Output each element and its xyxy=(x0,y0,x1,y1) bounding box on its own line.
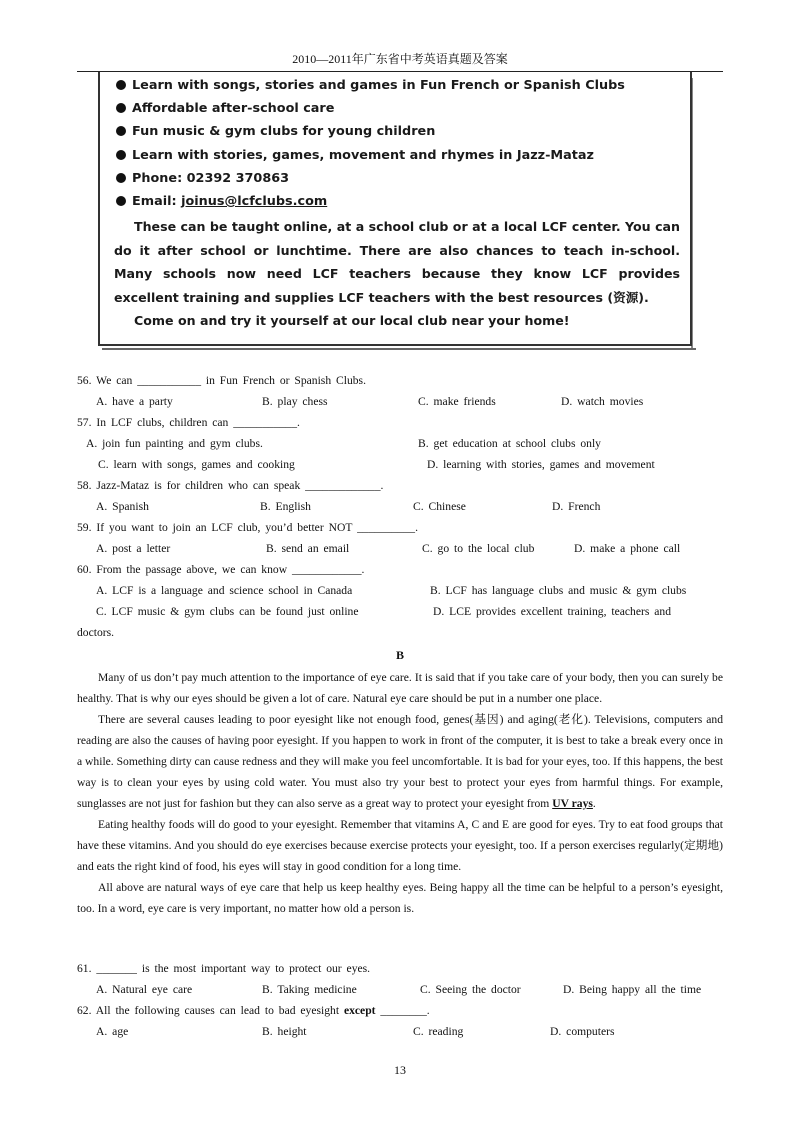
option: B. play chess xyxy=(262,395,328,408)
bullet-icon xyxy=(116,173,126,183)
email-link[interactable]: joinus@lcfclubs.com xyxy=(181,194,328,209)
question-58: 58. Jazz-Mataz is for children who can speak _____________. xyxy=(77,479,384,492)
option: B. Taking medicine xyxy=(262,983,357,996)
notice-email: Email: joinus@lcfclubs.com xyxy=(116,192,327,212)
notice-bullet: Affordable after-school care xyxy=(116,99,334,119)
passage-b xyxy=(77,667,723,919)
option: C. Seeing the doctor xyxy=(420,983,521,996)
question-60: 60. From the passage above, we can know ____________. xyxy=(77,563,365,576)
page-number: 13 xyxy=(394,1063,406,1077)
bullet-icon xyxy=(116,80,126,90)
option: D. computers xyxy=(550,1025,615,1038)
option: D. French xyxy=(552,500,601,513)
lcf-notice-box xyxy=(98,72,692,346)
passage-paragraph: Many of us don’t pay much attention to the importance of eye care. It is said that if you take care of your body, then you can surely be healthy. That is why our eyes should be given a lot of care. Natural eye care should be put in a number one place. xyxy=(77,671,723,705)
notice-bullet: Learn with stories, games, movement and rhymes in Jazz-Mataz xyxy=(116,146,594,166)
option: C. go to the local club xyxy=(422,542,535,555)
option: C. reading xyxy=(413,1025,464,1038)
option: A. LCF is a language and science school in Canada xyxy=(96,584,353,597)
notice-bullet: Fun music & gym clubs for young children xyxy=(116,122,435,142)
option: C. learn with songs, games and cooking xyxy=(98,458,295,471)
bullet-icon xyxy=(116,150,126,160)
bullet-icon xyxy=(116,103,126,113)
notice-phone: Phone: 02392 370863 xyxy=(116,169,289,189)
option: B. height xyxy=(262,1025,307,1038)
option: D. make a phone call xyxy=(574,542,681,555)
question-57: 57. In LCF clubs, children can ___________. xyxy=(77,416,300,429)
question-56: 56. We can ___________ in Fun French or Spanish Clubs. xyxy=(77,374,366,387)
option: D. LCE provides excellent training, teachers and xyxy=(433,605,671,618)
option: D. learning with stories, games and movement xyxy=(427,458,655,471)
question-62: 62. All the following causes can lead to bad eyesight except ________. xyxy=(77,1004,430,1017)
option: C. make friends xyxy=(418,395,496,408)
option: A. Spanish xyxy=(96,500,149,513)
option: C. LCF music & gym clubs can be found just online xyxy=(96,605,359,618)
question-59: 59. If you want to join an LCF club, you’d better NOT __________. xyxy=(77,521,418,534)
option: A. have a party xyxy=(96,395,173,408)
option: A. Natural eye care xyxy=(96,983,193,996)
scan-box-shadow-bottom xyxy=(102,348,696,350)
option: A. join fun painting and gym clubs. xyxy=(86,437,263,450)
option: B. get education at school clubs only xyxy=(418,437,601,450)
option: B. English xyxy=(260,500,311,513)
option-continuation: doctors. xyxy=(77,626,115,639)
option: A. age xyxy=(96,1025,129,1038)
bullet-icon xyxy=(116,126,126,136)
option: A. post a letter xyxy=(96,542,171,555)
option: B. LCF has language clubs and music & gym clubs xyxy=(430,584,687,597)
question-61: 61. _______ is the most important way to protect our eyes. xyxy=(77,962,371,975)
notice-paragraph: These can be taught online, at a school club or at a local LCF center. You can do it after school or lunchtime. There are also chances to teach in-school. Many schools now need LCF teachers because they know LCF provides excellent training and supplies LCF teachers with the best resources (资源). Come on and try it yourself at our local club near your home! xyxy=(114,215,680,333)
passage-paragraph: Eating healthy foods will do good to your eyesight. Remember that vitamins A, C and E are good for eyes. Try to eat food groups that have these vitamins. And you should do eye exercises because exercise protects your eyesight, too. If a person exercises regularly(定期地) and eats the right kind of food, his eyes will stay in good condition for a long time. xyxy=(77,818,723,873)
bullet-icon xyxy=(116,196,126,206)
notice-closing: Come on and try it yourself at our local club near your home! xyxy=(134,313,570,328)
passage-paragraph: There are several causes leading to poor eyesight like not enough food, genes(基因) and aging(老化). Televisions, computers and reading are also the causes of having poor eyesight. If you happen to work in front of the computer, it is best to take a break every once in a while. Something dirty can cause redness and they will make you feel uncomfortable. It is bad for your eyes, too. If this happens, the best way is to clean your eyes by using cold water. You must also try your best to protect your eyes from harmful things. For example, sunglasses are not just for fashion but they can also serve as a great way to protect your eyesight from UV rays. xyxy=(77,713,723,810)
passage-paragraph: All above are natural ways of eye care that help us keep healthy eyes. Being happy all the time can be helpful to a person’s eyesight, too. In a word, eye care is very important, no matter how old a person is. xyxy=(77,881,723,915)
option: C. Chinese xyxy=(413,500,466,513)
uv-rays-term: UV rays xyxy=(552,797,593,810)
option: D. Being happy all the time xyxy=(563,983,702,996)
option: D. watch movies xyxy=(561,395,644,408)
option: B. send an email xyxy=(266,542,350,555)
notice-bullet: Learn with songs, stories and games in Fun French or Spanish Clubs xyxy=(116,76,625,96)
section-b-title: B xyxy=(395,648,404,662)
page-header: 2010—2011年广东省中考英语真题及答案 xyxy=(292,52,508,66)
